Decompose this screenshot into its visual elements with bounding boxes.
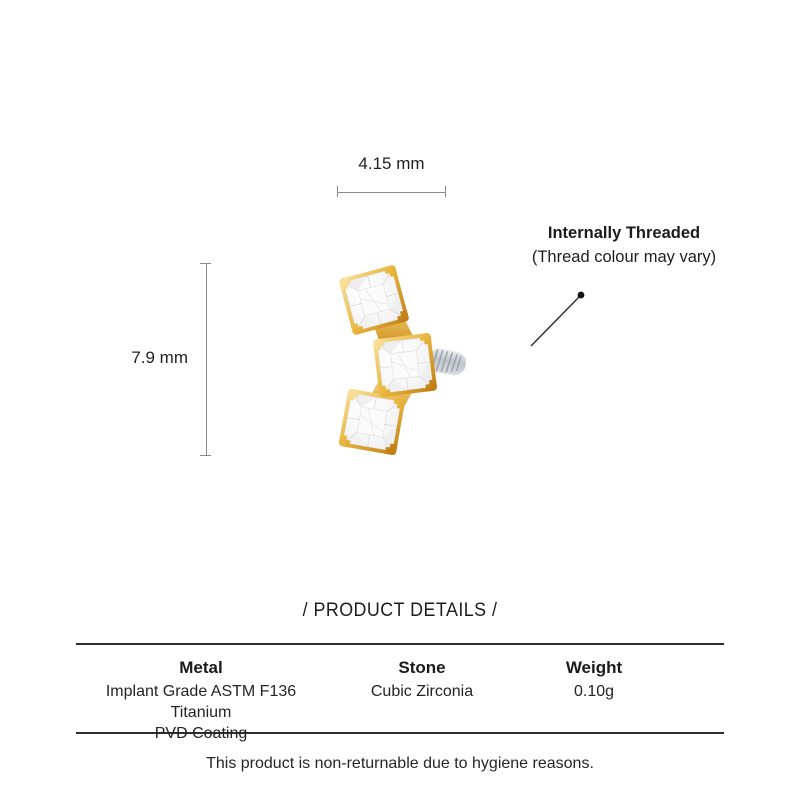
spec-header-metal: Metal [179, 658, 223, 677]
spec-value-metal-line2: PVD Coating [154, 725, 248, 742]
spec-column-stone [322, 645, 522, 702]
hygiene-note: This product is non-returnable due to hygiene reasons. [206, 755, 594, 772]
annotation-subtitle: (Thread colour may vary) [531, 248, 717, 266]
height-dimension-rule [206, 264, 207, 455]
spec-value-weight-line1: 0.10g [573, 683, 615, 700]
height-dimension-line [200, 263, 211, 456]
pointer-dot [578, 292, 585, 299]
spec-value-weight [494, 681, 694, 702]
spec-value-stone-line1: Cubic Zirconia [370, 683, 474, 700]
specs-table [76, 643, 724, 742]
pointer-line [515, 285, 595, 355]
spec-header-stone: Stone [398, 658, 446, 677]
spec-header-weight: Weight [565, 658, 623, 677]
annotation-title: Internally Threaded [547, 224, 701, 242]
spec-value-metal [76, 681, 326, 744]
product-image-three-stone-cluster [330, 250, 480, 470]
height-dimension-label: 7.9 mm [131, 348, 188, 367]
spec-value-stone [322, 681, 522, 702]
spec-value-metal-line1: Implant Grade ASTM F136 Titanium [105, 683, 297, 721]
spec-column-weight [494, 645, 694, 702]
width-dimension-line [337, 186, 446, 197]
cz-stone-middle [377, 337, 433, 393]
width-dimension-label: 4.15 mm [358, 154, 425, 173]
spec-column-metal [76, 645, 326, 744]
cz-stone-bottom [343, 393, 401, 451]
product-details-heading: / PRODUCT DETAILS / [302, 600, 498, 621]
width-dimension-rule [338, 192, 445, 193]
